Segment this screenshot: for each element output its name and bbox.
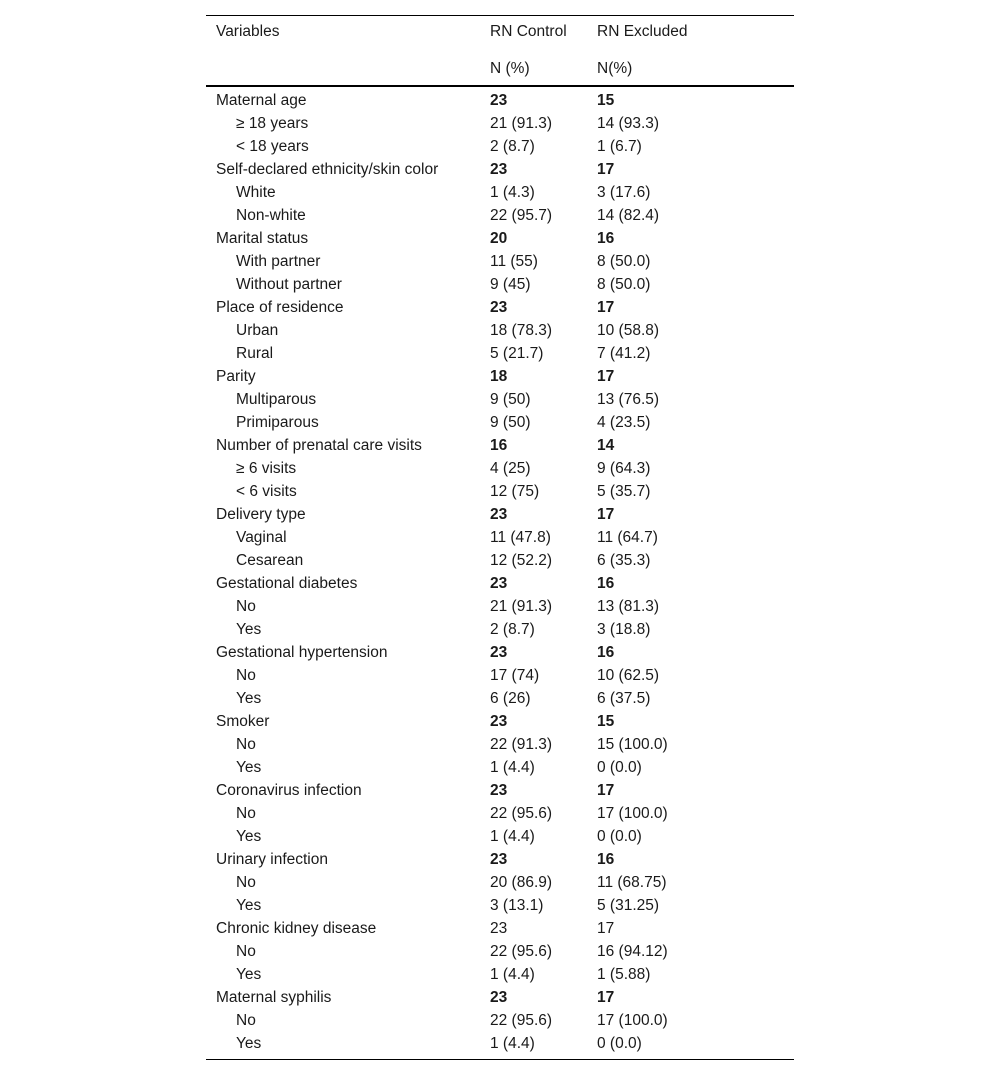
data-table-container (206, 15, 794, 1060)
subcategory-row (206, 756, 794, 779)
group-excluded-count: 15 (597, 713, 615, 730)
group-row (206, 365, 794, 388)
subcategory-row (206, 940, 794, 963)
subcategory-control-value: 9 (50) (490, 391, 531, 408)
subcategory-control-value: 9 (50) (490, 414, 531, 431)
group-control-count: 18 (490, 368, 508, 385)
subcategory-excluded-value: 17 (100.0) (597, 805, 668, 822)
subcategory-row (206, 480, 794, 503)
subcategory-row (206, 1009, 794, 1032)
subcategory-excluded-value: 11 (68.75) (597, 874, 667, 891)
group-control-count: 23 (490, 989, 508, 1006)
group-label: Smoker (216, 713, 270, 730)
group-excluded-count: 17 (597, 782, 615, 799)
subcategory-control-value: 4 (25) (490, 460, 531, 477)
subcategory-control-value: 22 (95.6) (490, 805, 553, 822)
subcategory-control-value: 21 (91.3) (490, 598, 553, 615)
subcategory-row (206, 112, 794, 135)
subcategory-control-value: 11 (55) (490, 253, 538, 270)
subcategory-excluded-value: 8 (50.0) (597, 276, 651, 293)
subcategory-control-value: 1 (4.4) (490, 828, 535, 845)
subcategory-label: Yes (236, 759, 262, 776)
group-excluded-count: 17 (597, 920, 615, 937)
group-label: Parity (216, 368, 256, 385)
subcategory-control-value: 20 (86.9) (490, 874, 553, 891)
group-label: Self-declared ethnicity/skin color (216, 161, 439, 178)
subcategory-label: < 18 years (236, 138, 309, 155)
header-rn-control: RN Control (480, 16, 587, 55)
group-excluded-count: 15 (597, 92, 615, 109)
group-row (206, 227, 794, 250)
subcategory-excluded-value: 14 (82.4) (597, 207, 660, 224)
subcategory-control-value: 22 (95.7) (490, 207, 553, 224)
subcategory-label: Primiparous (236, 414, 319, 431)
subcategory-excluded-value: 13 (81.3) (597, 598, 660, 615)
group-control-count: 23 (490, 161, 508, 178)
header-variables: Variables (206, 16, 480, 55)
subcategory-row (206, 687, 794, 710)
table-body (206, 86, 794, 1060)
group-row (206, 917, 794, 940)
subcategory-label: No (236, 736, 256, 753)
group-excluded-count: 17 (597, 299, 615, 316)
group-excluded-count: 16 (597, 230, 615, 247)
group-label: Marital status (216, 230, 309, 247)
group-excluded-count: 17 (597, 368, 615, 385)
subcategory-row (206, 894, 794, 917)
subcategory-label: White (236, 184, 276, 201)
group-control-count: 23 (490, 575, 508, 592)
subcategory-label: ≥ 18 years (236, 115, 309, 132)
maternal-characteristics-table (206, 15, 794, 1060)
group-row (206, 503, 794, 526)
subcategory-label: Cesarean (236, 552, 304, 569)
subcategory-control-value: 1 (4.4) (490, 759, 535, 776)
group-control-count: 16 (490, 437, 508, 454)
group-row (206, 641, 794, 664)
header-control-unit: N (%) (480, 54, 587, 86)
subcategory-control-value: 17 (74) (490, 667, 540, 684)
group-control-count: 23 (490, 713, 508, 730)
subcategory-label: No (236, 1012, 256, 1029)
group-row (206, 848, 794, 871)
group-label: Gestational diabetes (216, 575, 358, 592)
subcategory-label: No (236, 667, 256, 684)
subcategory-label: Yes (206, 1032, 480, 1060)
subcategory-excluded-value: 17 (100.0) (597, 1012, 668, 1029)
group-excluded-count: 17 (597, 506, 615, 523)
group-label: Gestational hypertension (216, 644, 388, 661)
subcategory-excluded-value: 9 (64.3) (597, 460, 651, 477)
subcategory-excluded-value: 8 (50.0) (597, 253, 651, 270)
subcategory-row (206, 388, 794, 411)
subcategory-control-value: 2 (8.7) (490, 621, 535, 638)
subcategory-row (206, 802, 794, 825)
group-row (206, 86, 794, 112)
group-label: Chronic kidney disease (216, 920, 377, 937)
subcategory-row (206, 204, 794, 227)
group-label: Maternal age (216, 92, 307, 109)
subcategory-control-value: 6 (26) (490, 690, 531, 707)
group-label: Delivery type (216, 506, 306, 523)
subcategory-label: ≥ 6 visits (236, 460, 297, 477)
subcategory-excluded-value: 0 (0.0) (587, 1032, 794, 1060)
subcategory-row (206, 342, 794, 365)
group-row (206, 710, 794, 733)
group-control-count: 23 (490, 644, 508, 661)
subcategory-label: Yes (236, 690, 262, 707)
group-control-count: 23 (490, 920, 508, 937)
group-control-count: 23 (490, 299, 508, 316)
subcategory-control-value: 5 (21.7) (490, 345, 544, 362)
subcategory-control-value: 22 (95.6) (490, 943, 553, 960)
subcategory-excluded-value: 6 (35.3) (597, 552, 651, 569)
subcategory-excluded-value: 3 (18.8) (597, 621, 651, 638)
subcategory-excluded-value: 10 (58.8) (597, 322, 660, 339)
group-excluded-count: 16 (597, 644, 615, 661)
group-excluded-count: 17 (597, 161, 615, 178)
header-unit-empty (206, 54, 480, 86)
subcategory-excluded-value: 1 (6.7) (597, 138, 642, 155)
group-control-count: 20 (490, 230, 508, 247)
subcategory-excluded-value: 5 (31.25) (597, 897, 660, 914)
group-row (206, 572, 794, 595)
subcategory-excluded-value: 0 (0.0) (597, 759, 642, 776)
subcategory-row (206, 250, 794, 273)
subcategory-control-value: 21 (91.3) (490, 115, 553, 132)
subcategory-row (206, 411, 794, 434)
group-label: Coronavirus infection (216, 782, 362, 799)
group-label: Maternal syphilis (216, 989, 332, 1006)
subcategory-row (206, 664, 794, 687)
subcategory-row (206, 871, 794, 894)
subcategory-control-value: 1 (4.3) (490, 184, 535, 201)
subcategory-excluded-value: 11 (64.7) (597, 529, 658, 546)
group-excluded-count: 14 (597, 437, 615, 454)
subcategory-label: Yes (236, 897, 262, 914)
subcategory-excluded-value: 1 (5.88) (597, 966, 651, 983)
subcategory-control-value: 11 (47.8) (490, 529, 551, 546)
header-unit-row (206, 54, 794, 86)
group-row (206, 986, 794, 1009)
subcategory-row (206, 181, 794, 204)
subcategory-row (206, 733, 794, 756)
subcategory-label: No (236, 874, 256, 891)
subcategory-row (206, 963, 794, 986)
table-header (206, 16, 794, 87)
subcategory-control-value: 18 (78.3) (490, 322, 553, 339)
subcategory-label: No (236, 598, 256, 615)
group-row (206, 296, 794, 319)
subcategory-row (206, 549, 794, 572)
group-excluded-count: 17 (597, 989, 615, 1006)
subcategory-excluded-value: 10 (62.5) (597, 667, 660, 684)
subcategory-control-value: 1 (4.4) (490, 966, 535, 983)
subcategory-label: Yes (236, 966, 262, 983)
subcategory-excluded-value: 7 (41.2) (597, 345, 651, 362)
group-row (206, 779, 794, 802)
subcategory-control-value: 12 (52.2) (490, 552, 553, 569)
subcategory-control-value: 1 (4.4) (480, 1032, 587, 1060)
subcategory-label: No (236, 805, 256, 822)
subcategory-label: Yes (236, 828, 262, 845)
header-excluded-unit: N(%) (587, 54, 794, 86)
subcategory-control-value: 3 (13.1) (490, 897, 544, 914)
subcategory-control-value: 12 (75) (490, 483, 540, 500)
subcategory-row (206, 825, 794, 848)
header-rn-excluded: RN Excluded (587, 16, 794, 55)
subcategory-row (206, 273, 794, 296)
subcategory-label: < 6 visits (236, 483, 297, 500)
group-label: Urinary infection (216, 851, 328, 868)
subcategory-row (206, 618, 794, 641)
subcategory-excluded-value: 13 (76.5) (597, 391, 660, 408)
group-control-count: 23 (490, 782, 508, 799)
subcategory-excluded-value: 16 (94.12) (597, 943, 668, 960)
subcategory-label: Rural (236, 345, 274, 362)
subcategory-row (206, 595, 794, 618)
subcategory-control-value: 22 (95.6) (490, 1012, 553, 1029)
group-control-count: 23 (490, 506, 508, 523)
subcategory-excluded-value: 5 (35.7) (597, 483, 651, 500)
subcategory-control-value: 9 (45) (490, 276, 531, 293)
subcategory-row (206, 135, 794, 158)
group-label: Number of prenatal care visits (216, 437, 422, 454)
subcategory-row (206, 319, 794, 342)
group-row (206, 158, 794, 181)
subcategory-label: Vaginal (236, 529, 287, 546)
subcategory-label: Without partner (236, 276, 342, 293)
subcategory-label: No (236, 943, 256, 960)
subcategory-excluded-value: 3 (17.6) (597, 184, 651, 201)
subcategory-label: Multiparous (236, 391, 317, 408)
subcategory-row (206, 526, 794, 549)
subcategory-label: Non-white (236, 207, 306, 224)
subcategory-label: Urban (236, 322, 279, 339)
subcategory-excluded-value: 0 (0.0) (597, 828, 642, 845)
group-control-count: 23 (490, 92, 508, 109)
group-row (206, 434, 794, 457)
header-row (206, 16, 794, 55)
group-control-count: 23 (490, 851, 508, 868)
subcategory-control-value: 2 (8.7) (490, 138, 535, 155)
group-excluded-count: 16 (597, 851, 615, 868)
subcategory-label: Yes (236, 621, 262, 638)
subcategory-control-value: 22 (91.3) (490, 736, 553, 753)
subcategory-excluded-value: 4 (23.5) (597, 414, 651, 431)
group-excluded-count: 16 (597, 575, 615, 592)
group-label: Place of residence (216, 299, 344, 316)
subcategory-label: With partner (236, 253, 321, 270)
subcategory-excluded-value: 6 (37.5) (597, 690, 651, 707)
subcategory-excluded-value: 14 (93.3) (597, 115, 660, 132)
subcategory-row (206, 1032, 794, 1060)
subcategory-excluded-value: 15 (100.0) (597, 736, 668, 753)
subcategory-row (206, 457, 794, 480)
